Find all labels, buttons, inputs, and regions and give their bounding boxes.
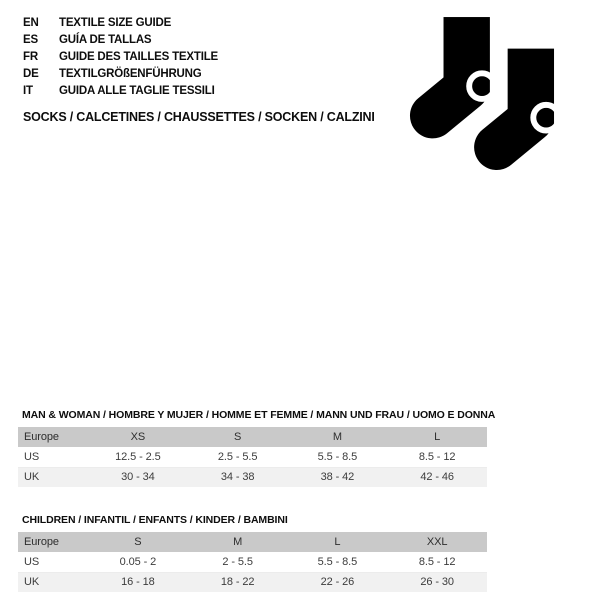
size-section-man-woman bbox=[18, 409, 496, 487]
table-header-row bbox=[18, 532, 487, 552]
language-label: GUIDE DES TAILLES TEXTILE bbox=[59, 51, 218, 63]
language-code: DE bbox=[23, 68, 39, 80]
table-row-us bbox=[18, 447, 487, 467]
size-value: 42 - 46 bbox=[420, 471, 454, 484]
language-label: GUIDA ALLE TAGLIE TESSILI bbox=[59, 85, 215, 97]
size-table-children bbox=[18, 532, 487, 592]
language-code: IT bbox=[23, 85, 33, 97]
language-row-fr bbox=[23, 49, 218, 66]
region-label: US bbox=[18, 552, 88, 572]
size-value: 12.5 - 2.5 bbox=[88, 447, 188, 467]
size-value: 2.5 - 5.5 bbox=[188, 447, 288, 467]
size-value: 0.05 - 2 bbox=[88, 552, 188, 572]
table-row-uk bbox=[18, 572, 487, 592]
language-code: FR bbox=[23, 51, 38, 63]
size-value: 2 - 5.5 bbox=[188, 552, 288, 572]
size-value: 5.5 - 8.5 bbox=[288, 552, 388, 572]
region-label: US bbox=[18, 447, 88, 467]
language-label: GUÍA DE TALLAS bbox=[59, 34, 152, 46]
region-label: UK bbox=[24, 471, 40, 484]
language-label: TEXTILE SIZE GUIDE bbox=[59, 17, 172, 29]
language-row-de bbox=[23, 66, 218, 83]
column-header-size: L bbox=[434, 431, 441, 443]
socks-icon-svg bbox=[408, 17, 556, 172]
column-header-size: XS bbox=[130, 431, 146, 443]
sock-shape-left bbox=[433, 17, 495, 116]
column-header-size: L bbox=[334, 536, 341, 548]
column-header-size: M bbox=[332, 431, 342, 443]
language-code: ES bbox=[23, 34, 38, 46]
column-header-size: XXL bbox=[426, 536, 448, 548]
size-value: 8.5 - 12 bbox=[387, 447, 487, 467]
language-row-it bbox=[23, 83, 218, 100]
table-header-row bbox=[18, 427, 487, 447]
table-title-children: CHILDREN / INFANTIL / ENFANTS / KINDER / BAMBINI bbox=[22, 514, 288, 526]
size-value: 22 - 26 bbox=[320, 576, 355, 589]
language-list bbox=[23, 15, 218, 100]
table-title-man-woman: MAN & WOMAN / HOMBRE Y MUJER / HOMME ET FEMME / MANN UND FRAU / UOMO E DONNA bbox=[22, 409, 496, 421]
column-header-region: Europe bbox=[24, 536, 59, 548]
size-value: 34 - 38 bbox=[220, 471, 255, 484]
size-value: 38 - 42 bbox=[320, 471, 355, 484]
column-header-size: M bbox=[233, 536, 243, 548]
size-value: 16 - 18 bbox=[121, 576, 155, 589]
column-header-region: Europe bbox=[24, 431, 59, 443]
language-row-es bbox=[23, 32, 218, 49]
column-header-size: S bbox=[234, 431, 242, 443]
language-row-en bbox=[23, 15, 218, 32]
sock-shape-right bbox=[497, 49, 556, 148]
size-value: 30 - 34 bbox=[121, 471, 155, 484]
size-value: 18 - 22 bbox=[220, 576, 255, 589]
socks-icon bbox=[408, 17, 558, 174]
size-section-children bbox=[18, 514, 487, 592]
table-row-uk bbox=[18, 467, 487, 487]
size-value: 26 - 30 bbox=[420, 576, 454, 589]
language-label: TEXTILGRÖßENFÜHRUNG bbox=[59, 68, 202, 80]
category-heading: SOCKS / CALCETINES / CHAUSSETTES / SOCKEN / CALZINI bbox=[23, 110, 375, 124]
region-label: UK bbox=[24, 576, 40, 589]
column-header-size: S bbox=[134, 536, 142, 548]
size-value: 5.5 - 8.5 bbox=[288, 447, 388, 467]
table-row-us bbox=[18, 552, 487, 572]
size-table-man-woman bbox=[18, 427, 487, 487]
size-value: 8.5 - 12 bbox=[387, 552, 487, 572]
language-code: EN bbox=[23, 17, 39, 29]
